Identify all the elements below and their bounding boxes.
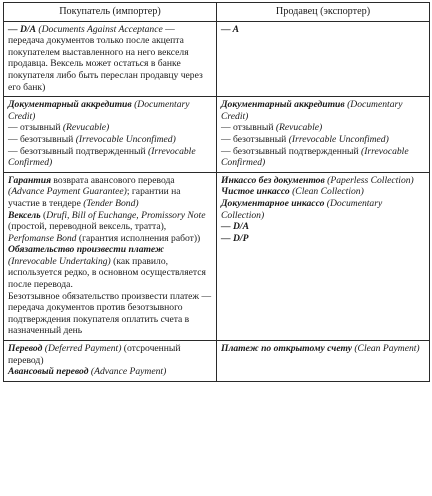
english-term: (Irrevocable Unconfimed) xyxy=(75,133,176,145)
cell-paragraph xyxy=(8,291,212,337)
english-term: (Deferred Payment) xyxy=(42,343,122,355)
english-term: (Revucable) xyxy=(62,122,110,134)
bold-term: — D/P xyxy=(221,232,249,244)
bold-term: — D/A xyxy=(221,221,249,233)
bold-term: Инкассо без документов xyxy=(221,174,325,186)
cell-paragraph xyxy=(221,146,425,169)
text-run: — отзывный xyxy=(221,122,276,134)
text-run: — передача документов только после акцепта покупателем выставленного на него векселя продавца. Вексель может остаться в банке покупателя либо быть переслан продавцу через его банк) xyxy=(8,23,203,93)
cell-paragraph xyxy=(8,146,212,169)
buyer-column-header: Покупатель (импортер) xyxy=(4,3,217,22)
buyer-cell-da xyxy=(4,21,217,97)
english-term: (Documents Against Acceptance xyxy=(36,23,163,35)
cell-paragraph xyxy=(8,210,212,245)
english-term: (Advance Payment) xyxy=(88,366,167,378)
cell-paragraph xyxy=(8,122,212,134)
text-run: — отзывный xyxy=(8,122,63,134)
bold-term: Чистое инкассо xyxy=(221,186,290,198)
text-run: — безотзывный подтвержденный xyxy=(8,145,148,157)
cell-paragraph xyxy=(221,134,425,146)
bold-term: Перевод xyxy=(8,343,43,355)
cell-paragraph xyxy=(221,186,425,198)
english-term: Perfomanse Bond xyxy=(8,232,77,244)
bold-term: — A xyxy=(221,23,240,35)
english-term: (Documentary Credit) xyxy=(8,99,190,122)
cell-paragraph xyxy=(221,24,425,36)
english-term: (Paperless Collection) xyxy=(324,174,414,186)
seller-cell-collections xyxy=(217,172,430,340)
text-run: (гарантия исполнения работ)) xyxy=(76,232,201,244)
seller-cell-a xyxy=(217,21,430,97)
cell-paragraph xyxy=(221,198,425,221)
english-term: (Documentary Credit) xyxy=(221,99,403,122)
bold-term: Документарный аккредитив xyxy=(221,99,345,111)
english-term: (Inrevocable Undertaking) xyxy=(8,255,111,267)
seller-cell-open-account xyxy=(217,341,430,382)
bold-term: Вексель xyxy=(8,209,41,221)
bold-term: Документарное инкассо xyxy=(221,197,325,209)
english-term: (Tender Bond) xyxy=(83,197,139,209)
english-term: Drufi, Bill of Euchange, Promissory Note xyxy=(46,209,206,221)
text-run: — безотзывный xyxy=(8,133,76,145)
cell-paragraph xyxy=(221,99,425,122)
bold-term: Обязательство произвести платеж xyxy=(8,244,165,256)
english-term: (Irrevocable Confirmed) xyxy=(8,145,196,169)
table-header-row xyxy=(4,3,430,22)
bold-term: Гарантия xyxy=(8,174,52,186)
cell-paragraph xyxy=(8,24,212,94)
seller-cell-documentary-credit xyxy=(217,97,430,173)
bold-term: Документарный аккредитив xyxy=(8,99,132,111)
english-term: (Clean Payment) xyxy=(351,343,420,355)
text-run: — безотзывный xyxy=(221,133,289,145)
text-run: Безотзывное обязательство произвести платеж — передача документов против безотзывного подтверждения покупателя оплатить счета в назначенный день xyxy=(8,290,212,337)
text-run: (отсроченный перевод) xyxy=(8,343,181,366)
text-run: ; гарантии на участие в тендере xyxy=(8,186,181,209)
cell-paragraph xyxy=(221,175,425,187)
cell-paragraph xyxy=(221,233,425,245)
table-row xyxy=(4,97,430,173)
cell-paragraph xyxy=(8,343,212,366)
text-run: возврата авансового перевода xyxy=(51,174,175,186)
bold-term: Авансовый перевод xyxy=(8,366,89,378)
bold-term: Платеж по открытому счету xyxy=(221,343,352,355)
english-term: (Revucable) xyxy=(275,122,323,134)
text-run: — безотзывный подтвержденный xyxy=(221,145,361,157)
buyer-cell-guarantees xyxy=(4,172,217,340)
cell-paragraph xyxy=(221,122,425,134)
bold-term: — D/A xyxy=(8,23,36,35)
cell-paragraph xyxy=(8,244,212,290)
text-run: ( xyxy=(40,209,47,221)
seller-column-header: Продавец (экспортер) xyxy=(217,3,430,22)
text-run: (как правило, используется редко, в основном осуществляется после перевода. xyxy=(8,255,206,291)
cell-paragraph xyxy=(8,134,212,146)
cell-paragraph xyxy=(221,343,425,355)
english-term: (Documentary Collection) xyxy=(221,197,383,221)
cell-paragraph xyxy=(8,99,212,122)
english-term: (Irrevocable Unconfimed) xyxy=(288,133,389,145)
payment-methods-table xyxy=(3,2,430,382)
cell-paragraph xyxy=(8,366,212,378)
table-row xyxy=(4,172,430,340)
english-term: (Advance Payment Guarantee) xyxy=(8,186,127,198)
buyer-cell-transfers xyxy=(4,341,217,382)
table-row xyxy=(4,341,430,382)
english-term: (Irrevocable Confirmed) xyxy=(221,145,409,169)
text-run: (простой, переводной вексель, тратта), xyxy=(8,221,167,233)
buyer-cell-documentary-credit xyxy=(4,97,217,173)
table-row xyxy=(4,21,430,97)
cell-paragraph xyxy=(8,175,212,210)
english-term: (Clean Collection) xyxy=(289,186,364,198)
cell-paragraph xyxy=(221,221,425,233)
